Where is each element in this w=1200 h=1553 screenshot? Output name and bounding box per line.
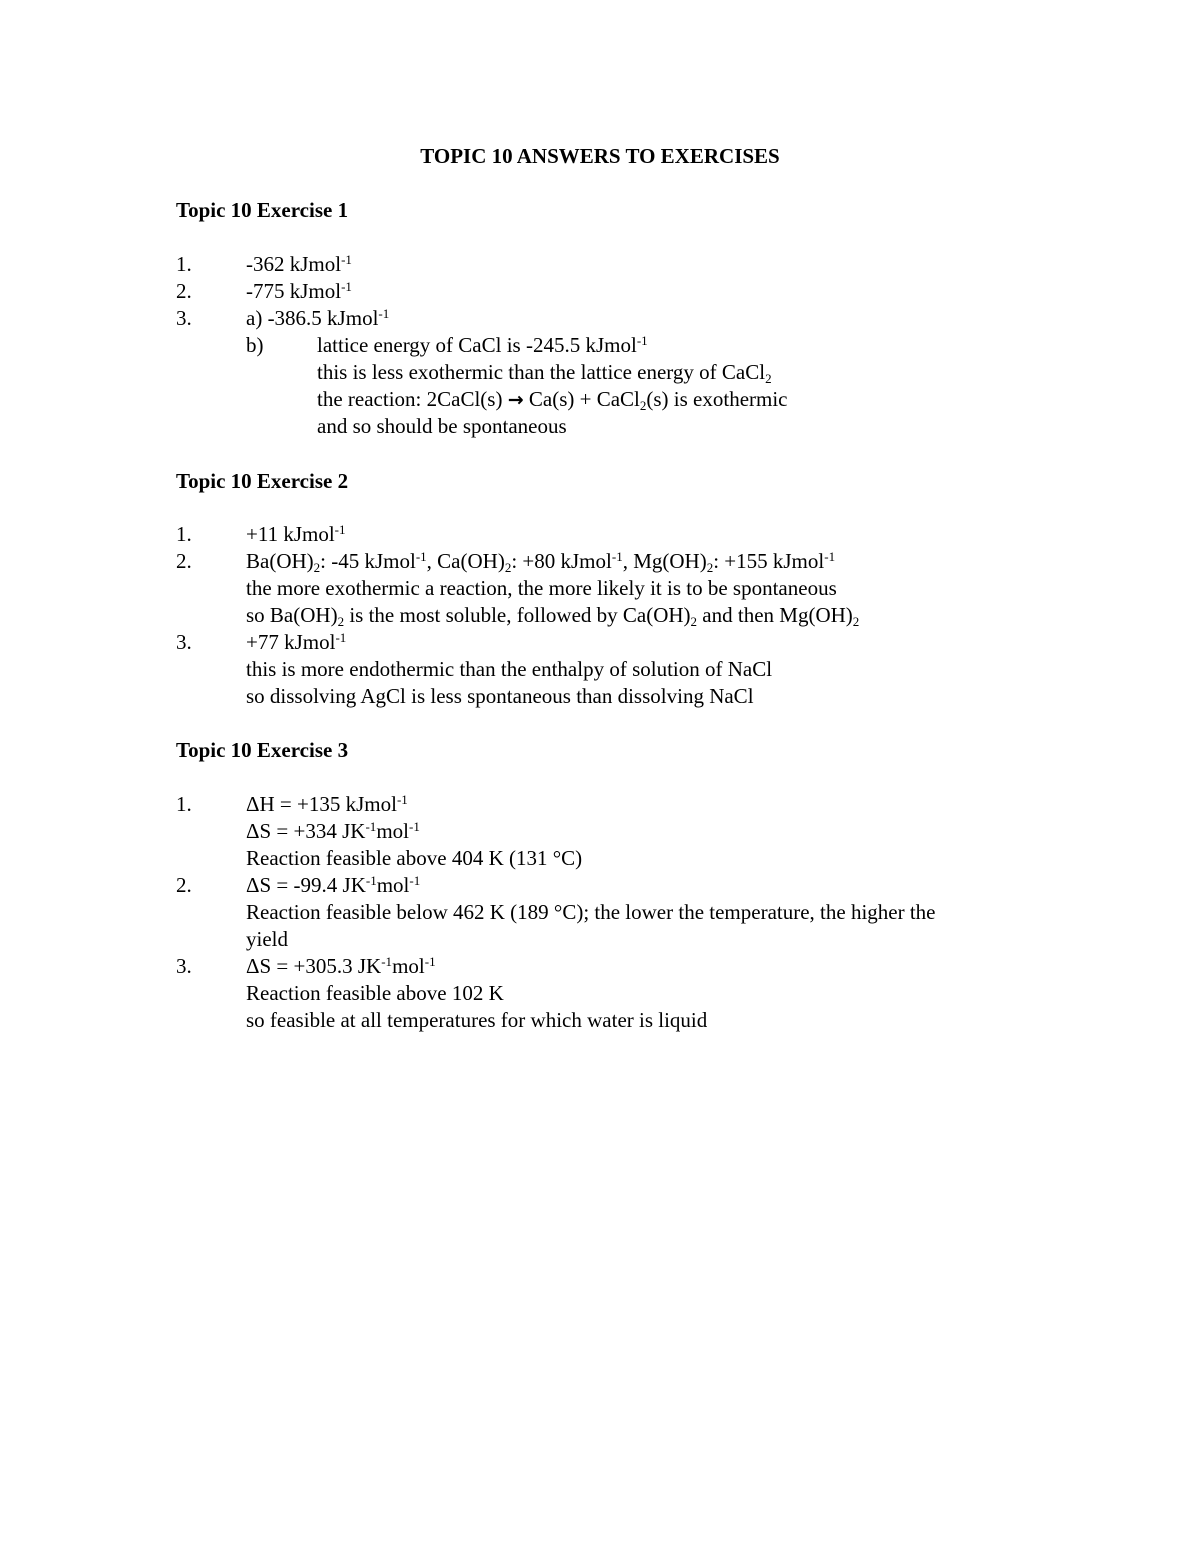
answer-text: +11 kJmol$^{-1}$ bbox=[246, 522, 346, 546]
answer-text: ΔS = +305.3 $JK^{-1}mol^{-1}$ bbox=[246, 954, 436, 978]
exercise-3-heading: Topic 10 Exercise 3 bbox=[176, 738, 349, 762]
answer-number: 1. bbox=[176, 522, 192, 546]
answer-number: 2. bbox=[176, 279, 192, 303]
answer-number: 2. bbox=[176, 873, 192, 897]
answer-text: ΔH = +135 kJmol$^{-1}$ bbox=[246, 792, 408, 816]
answer-number: 3. bbox=[176, 954, 192, 978]
answer-number: 1. bbox=[176, 792, 192, 816]
answer-text: a) -386.5 kJmol$^{-1}$ bbox=[246, 306, 390, 330]
answer-number: 3. bbox=[176, 306, 192, 330]
answer-text: so dissolving AgCl is less spontaneous than dissolving NaCl bbox=[246, 684, 754, 708]
answer-number: 1. bbox=[176, 252, 192, 276]
answer-text: -775 kJmol$^{-1}$ bbox=[246, 279, 352, 303]
answer-text: so feasible at all temperatures for which water is liquid bbox=[246, 1008, 708, 1032]
answer-text: Reaction feasible above 404 K (131 °C) bbox=[246, 846, 583, 870]
answer-text: this is more endothermic than the enthalpy of solution of NaCl bbox=[246, 657, 773, 681]
exercise-2-heading: Topic 10 Exercise 2 bbox=[176, 469, 349, 493]
answer-text: +77 kJmol$^{-1}$ bbox=[246, 630, 347, 654]
part-label: b) bbox=[246, 333, 264, 357]
answer-text: this is less exothermic than the lattice energy of CaCl$_2$ bbox=[317, 360, 772, 386]
answer-text: so $Ba(OH)_2$ is the most soluble, followed by $Ca(OH)_2$ and then $Mg(OH)_2$ bbox=[246, 603, 860, 629]
document-title: TOPIC 10 ANSWERS TO EXERCISES bbox=[420, 144, 780, 168]
answer-number: 2. bbox=[176, 549, 192, 573]
exercise-1-heading: Topic 10 Exercise 1 bbox=[176, 198, 349, 222]
answer-text: and so should be spontaneous bbox=[317, 414, 567, 438]
answer-text: Reaction feasible above 102 K bbox=[246, 981, 504, 1005]
answer-text: ΔS = +334 $JK^{-1}mol^{-1}$ bbox=[246, 819, 420, 843]
answer-number: 3. bbox=[176, 630, 192, 654]
answer-text: ΔS = -99.4 $JK^{-1}mol^{-1}$ bbox=[246, 873, 421, 897]
answer-text: $Ba(OH)_2$: -45 kJmol$^{-1}$, $Ca(OH)_2$: +80 kJmol$^{-1}$, $Mg(OH)_2$: +155 kJmol$^{-1}$ bbox=[246, 549, 836, 575]
answer-text: the more exothermic a reaction, the more likely it is to be spontaneous bbox=[246, 576, 837, 600]
reaction-equation: the reaction: 2CaCl(s) → Ca(s) + CaCl$_2$(s) is exothermic bbox=[317, 387, 788, 413]
answer-text: -362 kJmol$^{-1}$ bbox=[246, 252, 352, 276]
answer-text: yield bbox=[246, 927, 288, 951]
answer-text: Reaction feasible below 462 K (189 °C); the lower the temperature, the higher the bbox=[246, 900, 936, 924]
answer-text: lattice energy of CaCl is -245.5 kJmol$^{-1}$ bbox=[317, 333, 648, 357]
arrow-icon: → bbox=[507, 389, 524, 411]
